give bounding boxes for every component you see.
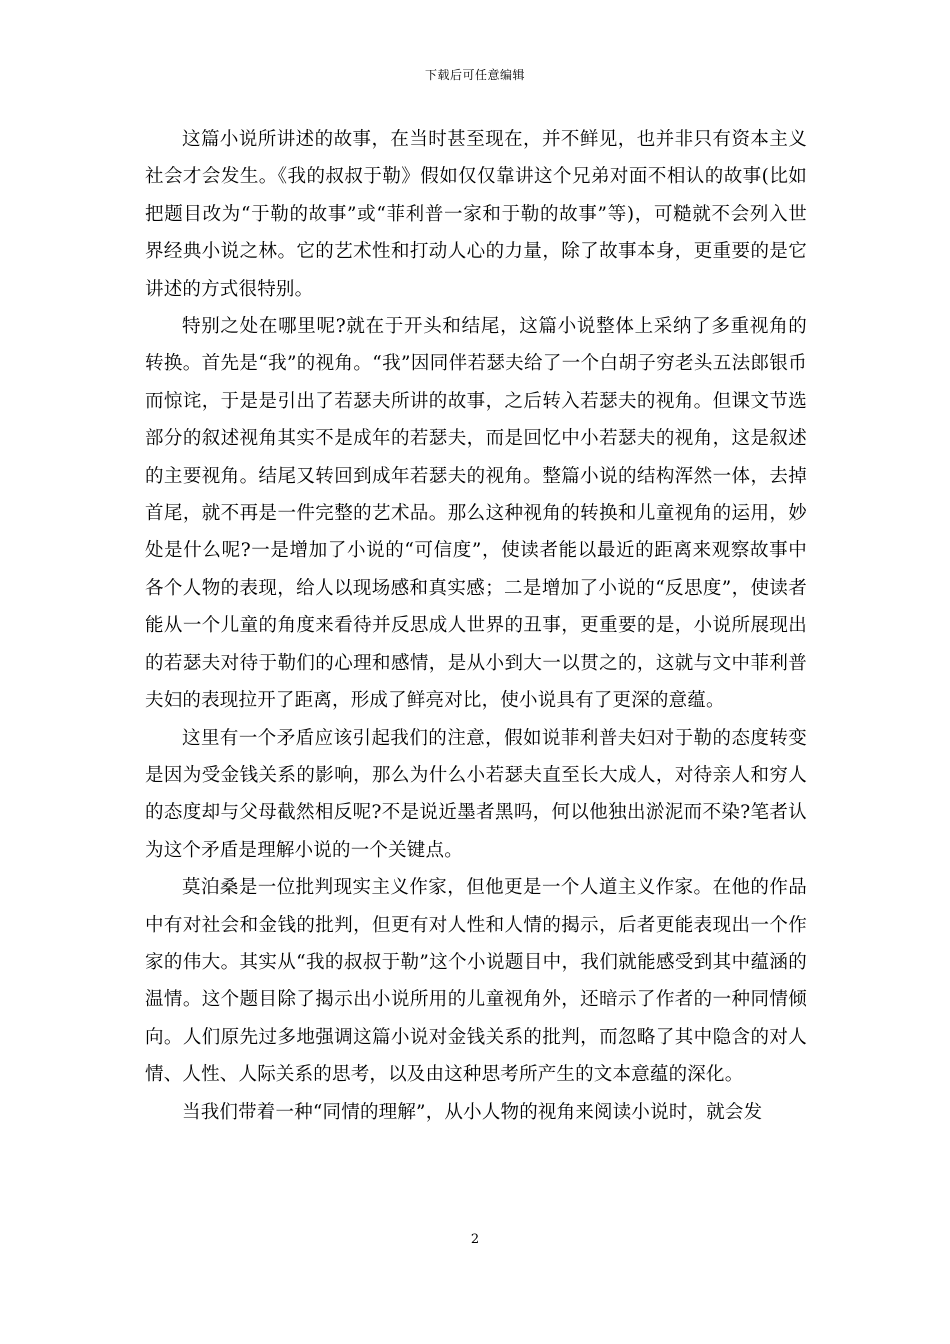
paragraph-5: 当我们带着一种“同情的理解”，从小人物的视角来阅读小说时，就会发 xyxy=(182,1101,763,1123)
body-text xyxy=(145,121,807,1131)
page-number: 2 xyxy=(470,1232,480,1247)
paragraph-4: 莫泊桑是一位批判现实主义作家，但他更是一个人道主义作家。在他的作品中有对社会和金钱的批判，但更有对人性和人情的揭示，后者更能表现出一个作家的伟大。其实从“我的叔叔于勒”这个小说题目中，我们就能感受到其中蕴涵的温情。这个题目除了揭示出小说所用的儿童视角外，还暗示了作者的一种同情倾向。人们原先过多地强调这篇小说对金钱关系的批判，而忽略了其中隐含的对人情、人性、人际关系的思考，以及由这种思考所产生的文本意蕴的深化。 xyxy=(145,877,807,1086)
paragraph-3: 这里有一个矛盾应该引起我们的注意，假如说菲利普夫妇对于勒的态度转变是因为受金钱关系的影响，那么为什么小若瑟夫直至长大成人，对待亲人和穷人的态度却与父母截然相反呢?不是说近墨者黑吗，何以他独出淤泥而不染?笔者认为这个矛盾是理解小说的一个关键点。 xyxy=(145,727,807,861)
paragraph-2: 特别之处在哪里呢?就在于开头和结尾，这篇小说整体上采纳了多重视角的转换。首先是“我”的视角。“我”因同伴若瑟夫给了一个白胡子穷老头五法郎银币而惊诧，于是是引出了若瑟夫所讲的故事，之后转入若瑟夫的视角。但课文节选部分的叙述视角其实不是成年的若瑟夫，而是回忆中小若瑟夫的视角，这是叙述的主要视角。结尾又转回到成年若瑟夫的视角。整篇小说的结构浑然一体，去掉首尾，就不再是一件完整的艺术品。那么这种视角的转换和儿童视角的运用，妙处是什么呢?一是增加了小说的“可信度”，使读者能以最近的距离来观察故事中各个人物的表现，给人以现场感和真实感；二是增加了小说的“反思度”，使读者能从一个儿童的角度来看待并反思成人世界的丑事，更重要的是，小说所展现出的若瑟夫对待于勒们的心理和感情，是从小到大一以贯之的，这就与文中菲利普夫妇的表现拉开了距离，形成了鲜亮对比，使小说具有了更深的意蕴。 xyxy=(145,316,807,712)
paragraph-1: 这篇小说所讲述的故事，在当时甚至现在，并不鲜见，也并非只有资本主义社会才会发生。《我的叔叔于勒》假如仅仅靠讲这个兄弟对面不相认的故事(比如把题目改为“于勒的故事”或“菲利普一家和于勒的故事”等)，可糙就不会列入世界经典小说之林。它的艺术性和打动人心的力量，除了故事本身，更重要的是它讲述的方式很特别。 xyxy=(145,129,807,300)
page-header: 下载后可任意编辑 xyxy=(424,68,525,82)
